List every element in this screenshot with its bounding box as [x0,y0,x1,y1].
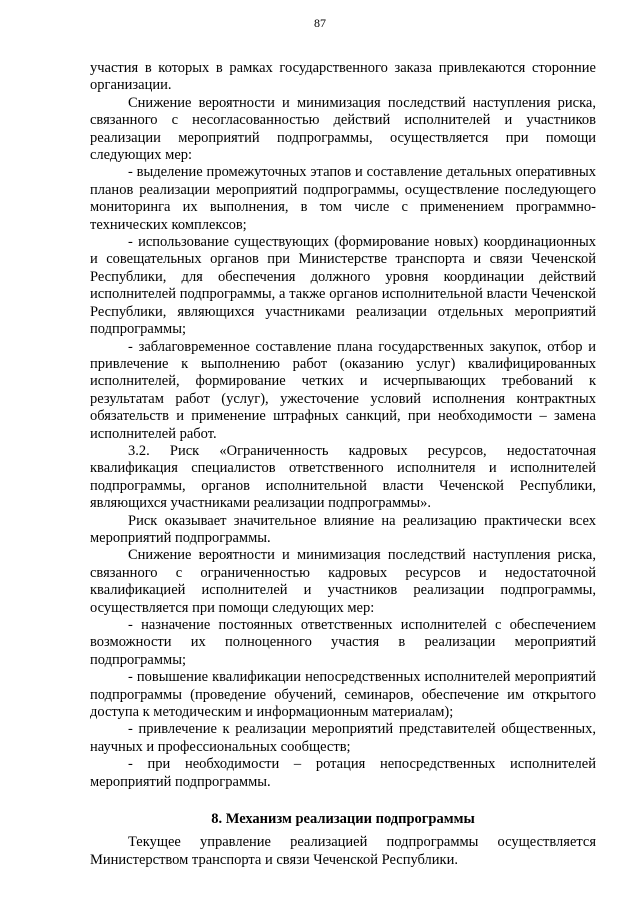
document-body [90,60,596,869]
list-item-coordination-bodies: - использование существующих (формирование новых) координационных и совещательных органов при Министерстве транспорта и связи Чеченской Республики, для обеспечения должного уровня координации действий исполнителей подпрограммы, а также органов исполнительной власти Чеченской Республики, являющихся участниками реализации отдельных мероприятий подпрограммы; [90,234,596,338]
paragraph-staff-risk-mitigation-intro: Снижение вероятности и минимизация последствий наступления риска, связанного с ограниченностью кадровых ресурсов и недостаточной квалификацией исполнителей и участников реализации подпрограммы, осуществляется при помощи следующих мер: [90,547,596,616]
paragraph-risk-impact: Риск оказывает значительное влияние на реализацию практически всех мероприятий подпрограммы. [90,512,596,546]
list-item-procurement-plan: - заблаговременное составление плана государственных закупок, отбор и привлечение к выполнению работ (оказанию услуг) квалифицированных исполнителей, формирование четких и исчерпывающих требований к результатам работ (услуг), ужесточение условий исполнения контрактных обязательств и применение штрафных санкций, при необходимости – замена исполнителей работ. [90,338,596,442]
list-item-rotation: - при необходимости – ротация непосредственных исполнителей мероприятий подпрограммы. [90,756,596,790]
list-item-public-involvement: - привлечение к реализации мероприятий представителей общественных, научных и профессиональных сообществ; [90,721,596,755]
paragraph-risk-3-2: 3.2. Риск «Ограниченность кадровых ресурсов, недостаточная квалификация специалистов ответственного исполнителя и исполнителей подпрограммы, органов исполнительной власти Чеченской Республики, являющихся участниками реализации подпрограммы». [90,442,596,512]
list-item-stages: - выделение промежуточных этапов и составление детальных оперативных планов реализации мероприятий подпрограммы, осуществление последующего мониторинга их выполнения, в том числе с применением программно-технических комплексов; [90,164,596,233]
paragraph-risk-mitigation-intro: Снижение вероятности и минимизация последствий наступления риска, связанного с несогласованностью действий исполнителей и участников реализации мероприятий подпрограммы, осуществляется при помощи следующих мер: [90,94,596,164]
paragraph-current-management: Текущее управление реализацией подпрограммы осуществляется Министерством транспорта и связи Чеченской Республики. [90,834,596,868]
section-heading: 8. Механизм реализации подпрограммы [211,811,475,828]
page-number: 87 [314,16,326,30]
paragraph-continuation: участия в которых в рамках государственного заказа привлекаются сторонние организации. [90,60,596,94]
list-item-qualification: - повышение квалификации непосредственных исполнителей мероприятий подпрограммы (проведение обучений, семинаров, обеспечение им открытого доступа к методическим и информационным материалам); [90,669,596,721]
list-item-permanent-executors: - назначение постоянных ответственных исполнителей с обеспечением возможности их полноценного участия в реализации мероприятий подпрограммы; [90,617,596,668]
